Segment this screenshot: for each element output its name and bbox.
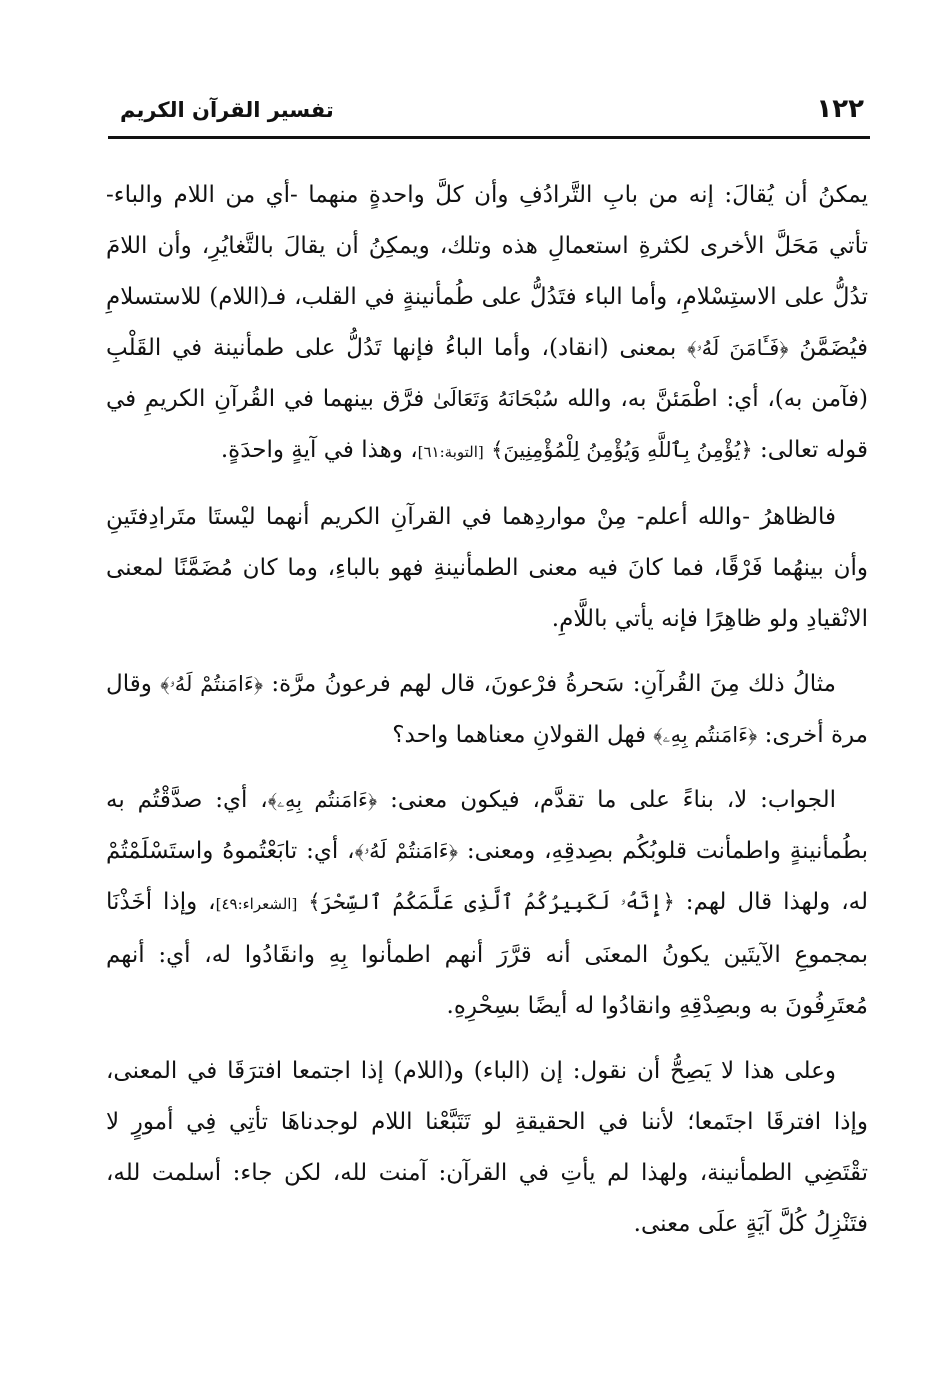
header-divider xyxy=(108,136,870,139)
text-segment: فالظاهرُ -والله أعلم- مِنْ مواردِهما في القرآنِ الكريم أنهما ليْستَا متَرادِفتَينِ وأن بينهُما فَرْقًا، فما كانَ فيه معنى الطمأنينةِ فهو بالباءِ، وما كان مُضَمَّنًا لمعنى الانْقيادِ ولو ظاهِرًا فإنه يأتي باللَّامِ. xyxy=(106,504,868,632)
body-text xyxy=(106,170,868,1264)
page-header xyxy=(108,92,868,136)
paragraph-4 xyxy=(106,775,868,1032)
text-segment xyxy=(484,437,491,463)
quran-verse: ﴿ءَامَنتُم بِهِۦ﴾ xyxy=(653,723,758,747)
text-segment: الجواب: لا، بناءً على ما تقدَّم، فيكون معنى: xyxy=(377,787,837,813)
book-title: تفسير القرآن الكريم xyxy=(120,98,334,122)
text-segment: بمعنى (انقاد)، وأما الباءُ فإنها تَدُلُّ على طمأنينة في القَلْبِ (فآمن به)، أي: اطْمَئنَّ به، والله xyxy=(106,335,868,412)
text-segment: ، وهذا في آيةٍ واحدَةٍ. xyxy=(220,437,418,463)
honorific-phrase: سُبْحَانَهُ وَتَعَالَىٰ xyxy=(432,387,559,411)
paragraph-3 xyxy=(106,659,868,761)
text-segment xyxy=(297,889,308,915)
text-segment: ، أي: صدَّقْتُم به بطُمأنينةٍ واطمأنت قلوبُكُم بصِدقِهِ، ومعنى: xyxy=(106,787,868,864)
quran-verse: ﴿ءَامَنتُمْ لَهُۥ﴾ xyxy=(354,839,458,863)
text-segment: فهل القولانِ معناهما واحد؟ xyxy=(392,722,654,748)
quran-verse: ﴿ءَامَنتُمْ لَهُۥ﴾ xyxy=(160,672,264,696)
text-segment: ، أي: تابَعْتُموهُ واستَسْلَمْتُمْ له، ولهذا قال لهم: xyxy=(106,838,868,915)
text-segment: فرَّق بينهما في القُرآنِ الكريمِ في قوله تعالى: xyxy=(106,386,868,463)
page-number: ١٢٢ xyxy=(816,94,864,124)
text-segment: وقال مرة أخرى: xyxy=(106,671,868,748)
text-segment: مثالُ ذلك مِنَ القُرآنِ: سَحرةُ فرْعونَ، قال لهم فرعونُ مرَّة: xyxy=(263,671,836,697)
quran-verse: ﴿يُؤْمِنُ بِٱللَّهِ وَيُؤْمِنُ لِلْمُؤْمِنِينَ﴾ xyxy=(491,438,753,462)
verse-reference: [التوبة:٦١] xyxy=(417,443,484,461)
paragraph-5 xyxy=(106,1046,868,1250)
text-segment: ، وإذا أخَذْنَا بمجموعِ الآيتَين يكونُ المعنَى أنه قرَّرَ أنهم اطمأنوا بِهِ وانقَادُوا له، أي: أنهم مُعتَرِفُونَ به وبصِدْقِهِ وانقادُوا له أيضًا بسِحْرِهِ. xyxy=(106,889,868,1019)
paragraph-2 xyxy=(106,492,868,645)
quran-verse: ﴿فَـَٔامَنَ لَهُۥ﴾ xyxy=(687,336,789,360)
text-segment: يمكنُ أن يُقالَ: إنه من بابِ التَّرادُفِ وأن كلَّ واحدةٍ منهما -أي من اللام والباء- تأتي مَحَلَّ الأخرى لكثرةِ استعمالِ هذه وتلك، ويمكِنُ أن يقالَ بالتَّغايُرِ، وأن اللامَ تدُلُّ على الاستِسْلامِ، وأما الباء فتَدُلُّ على طُمأنينةٍ في القلب، فـ(اللام) للاستسلامِ فيُضَمَّنُ xyxy=(106,182,869,361)
verse-reference: [الشعراء:٤٩] xyxy=(215,895,298,913)
paragraph-1 xyxy=(106,170,868,478)
quran-verse: ﴿إِنَّهُۥ لَكَبِيرُكُمُ ٱلَّذِى عَلَّمَكُمُ ٱلسِّحْرَ﴾ xyxy=(308,890,675,914)
text-segment: وعلى هذا لا يَصِحُّ أن نقول: إن (الباء) و(اللام) إذا اجتمعا افترَقَا في المعنى، وإذا افترقَا اجتَمعا؛ لأننا في الحقيقةِ لو تَتَبَّعْنا اللام لوجدناهَا تأتِي فِي أمورٍ لا تقْتَضِي الطمأنينة، ولهذا لم يأتِ في القرآن: آمنت لله، لكن جاء: أسلمت لله، فتَنْزِلُ كُلَّ آيَةٍ علَى معنى. xyxy=(106,1058,868,1237)
quran-verse: ﴿ءَامَنتُم بِهِۦ﴾ xyxy=(267,788,378,812)
